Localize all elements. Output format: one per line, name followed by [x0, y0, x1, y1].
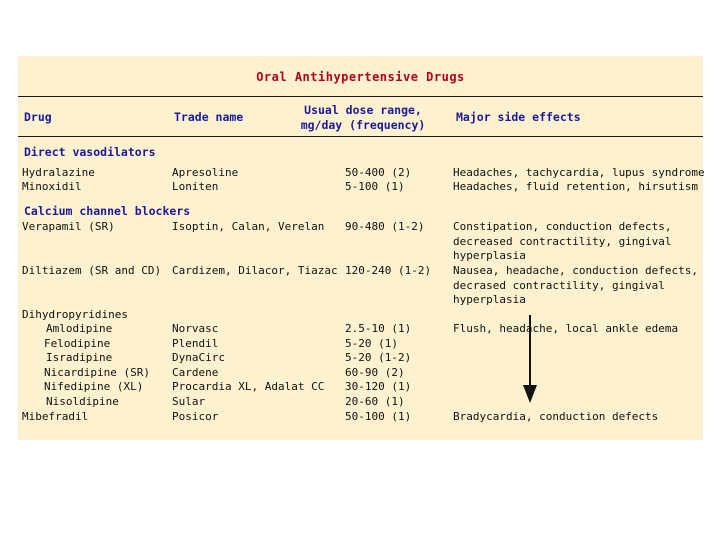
side-effects: [453, 220, 672, 264]
table-title: Oral Antihypertensive Drugs: [256, 70, 465, 84]
drug-name: Minoxidil: [22, 180, 82, 193]
header-dose-line-2: mg/day (frequency): [300, 118, 426, 132]
dose-range: 5-20 (1-2): [345, 351, 412, 364]
header-drug: Drug: [24, 110, 52, 124]
dose-range: 5-20 (1): [345, 337, 398, 350]
title-divider: [18, 96, 703, 97]
dose-range: 50-100 (1): [345, 410, 412, 423]
drug-name: Felodipine: [44, 337, 111, 350]
trade-name: DynaCirc: [172, 351, 225, 364]
trade-name: Plendil: [172, 337, 219, 350]
trade-name: Loniten: [172, 180, 219, 193]
dose-range: 2.5-10 (1): [345, 322, 412, 335]
side-effects: Headaches, tachycardia, lupus syndrome: [453, 166, 705, 179]
side-effects-line: Nausea, headache, conduction defects,: [453, 264, 699, 277]
side-effects: Flush, headache, local ankle edema: [453, 322, 679, 335]
trade-name: Cardene: [172, 366, 219, 379]
drug-name: Verapamil (SR): [22, 220, 115, 233]
side-effects-line: decrased contractility, gingival: [453, 278, 665, 292]
dose-range: 30-120 (1): [345, 380, 412, 393]
side-effects: Bradycardia, conduction defects: [453, 410, 659, 423]
side-effects: [453, 264, 698, 308]
trade-name: Norvasc: [172, 322, 219, 335]
trade-name: Sular: [172, 395, 206, 408]
dose-range: 20-60 (1): [345, 395, 405, 408]
drug-group-name: Dihydropyridines: [22, 308, 128, 321]
side-effects-line: hyperplasia: [453, 249, 526, 263]
drug-name: Hydralazine: [22, 166, 95, 179]
header-divider: [18, 136, 703, 137]
side-effects-line: decreased contractility, gingival: [453, 234, 672, 248]
header-trade-name: Trade name: [174, 110, 244, 124]
drug-name: Diltiazem (SR and CD): [22, 264, 162, 277]
drug-name: Nicardipine (SR): [44, 366, 150, 379]
drug-name: Isradipine: [46, 351, 113, 364]
down-arrow-icon: [522, 315, 538, 405]
dose-range: 50-400 (2): [345, 166, 412, 179]
trade-name: Apresoline: [172, 166, 239, 179]
dose-range: 120-240 (1-2): [345, 264, 432, 277]
drug-name: Nisoldipine: [46, 395, 119, 408]
drug-table-panel: [18, 56, 703, 440]
side-effects-line: hyperplasia: [453, 293, 526, 307]
dose-range: 5-100 (1): [345, 180, 405, 193]
side-effects: Headaches, fluid retention, hirsutism: [453, 180, 699, 193]
header-dose-line-1: Usual dose range,: [304, 103, 422, 117]
side-effects-line: Constipation, conduction defects,: [453, 220, 672, 233]
trade-name: Procardia XL, Adalat CC: [172, 380, 325, 393]
dose-range: 90-480 (1-2): [345, 220, 425, 233]
trade-name: Isoptin, Calan, Verelan: [172, 220, 325, 233]
dose-range: 60-90 (2): [345, 366, 405, 379]
section-calcium-channel-blockers: Calcium channel blockers: [24, 204, 191, 218]
section-direct-vasodilators: Direct vasodilators: [24, 145, 156, 159]
drug-name: Nifedipine (XL): [44, 380, 144, 393]
header-side-effects: Major side effects: [456, 110, 581, 124]
drug-name: Amlodipine: [46, 322, 113, 335]
header-dose-range: [288, 103, 438, 133]
trade-name: Posicor: [172, 410, 219, 423]
trade-name: Cardizem, Dilacor, Tiazac: [172, 264, 338, 277]
drug-name: Mibefradil: [22, 410, 89, 423]
